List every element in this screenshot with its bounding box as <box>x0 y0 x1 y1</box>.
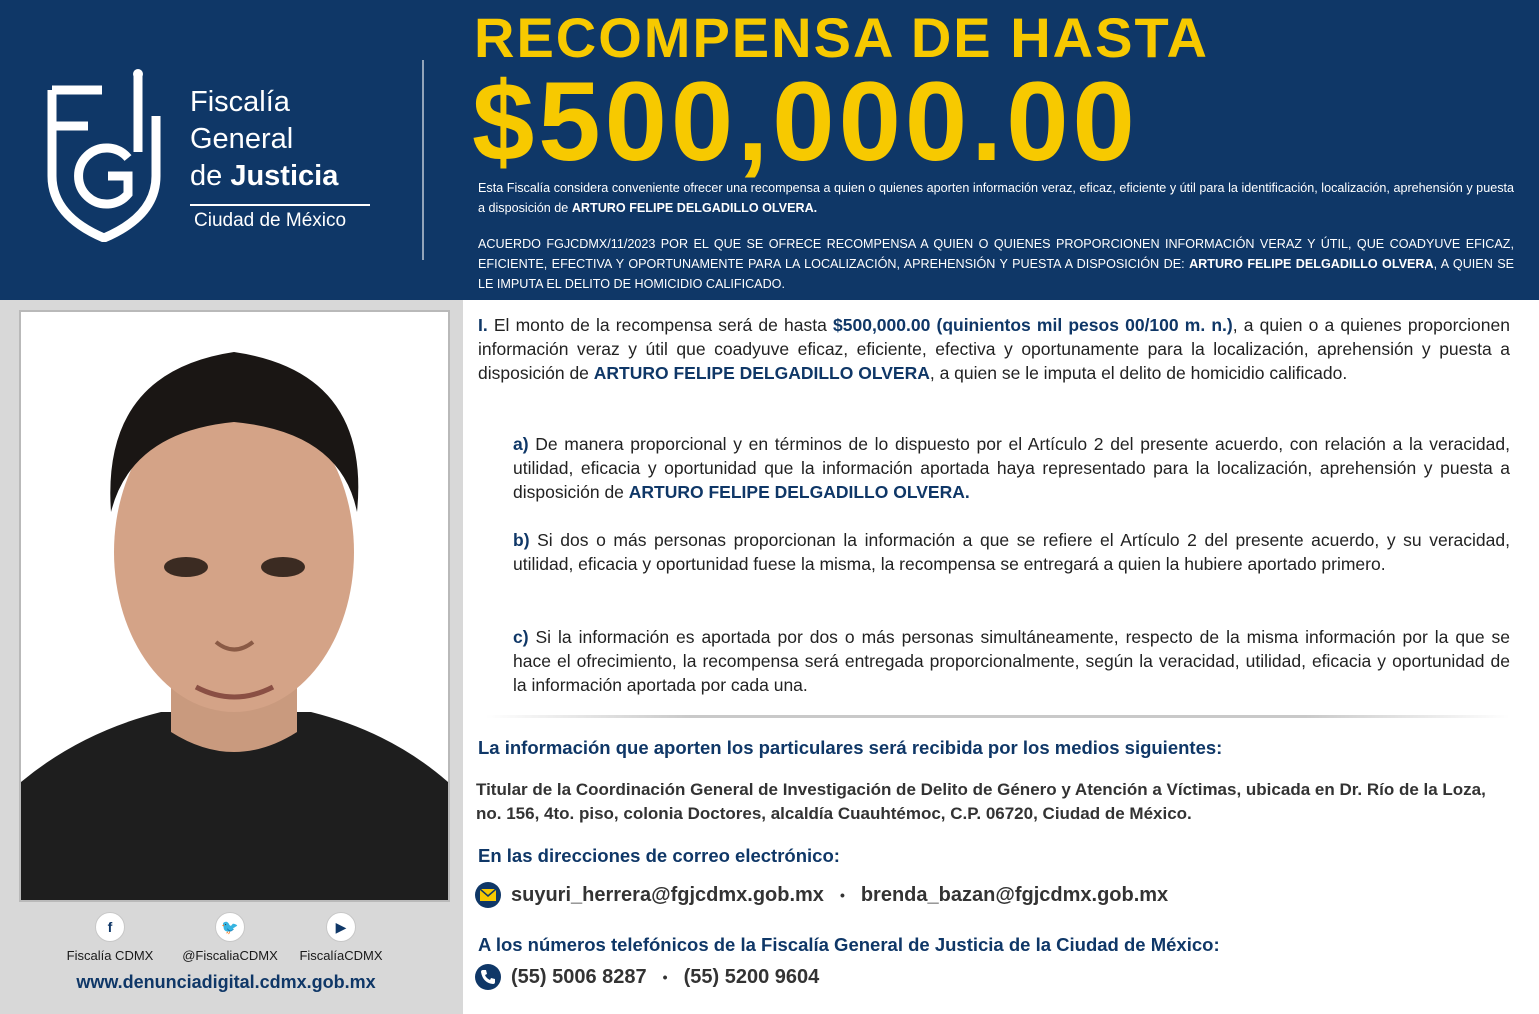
email-link-1[interactable]: suyuri_herrera@fgjcdmx.gob.mx <box>511 883 824 906</box>
paragraph-i-text-b: , a quien o a quienes proporcionen información veraz y útil que coadyuve eficaz, eficiente, efectiva y oportunamente para la localización, aprehensión y puesta a disposición de <box>478 315 1510 383</box>
phone-row <box>475 964 819 990</box>
email-row <box>475 882 1168 908</box>
social-label: FiscalíaCDMX <box>299 948 383 963</box>
header-banner <box>0 0 1539 300</box>
reward-title: RECOMPENSA DE HASTA <box>474 6 1209 69</box>
acuerdo-name: ARTURO FELIPE DELGADILLO OLVERA <box>1189 257 1434 271</box>
paragraph-a <box>513 432 1510 504</box>
paragraph-b-text: Si dos o más personas proporcionan la información a que se refiere el Artículo 2 del presente acuerdo, y su veracidad, utilidad, eficacia y oportunidad fuese la misma, la recompensa se entregará a quien la hubiere aportado primero. <box>513 530 1510 574</box>
email-link-2[interactable]: brenda_bazan@fgjcdmx.gob.mx <box>860 883 1169 906</box>
social-youtube[interactable] <box>276 912 406 963</box>
social-facebook[interactable] <box>45 912 175 963</box>
envelope-icon <box>475 882 501 908</box>
suspect-photo <box>19 310 450 902</box>
phone-icon <box>475 964 501 990</box>
paragraph-a-name: ARTURO FELIPE DELGADILLO OLVERA. <box>628 482 970 502</box>
fgj-logo-icon <box>46 66 162 242</box>
paragraph-i <box>478 313 1510 385</box>
person-silhouette-icon <box>21 312 448 900</box>
reward-amount: $500,000.00 <box>472 59 1139 184</box>
phone-heading: A los números telefónicos de la Fiscalía General de Justicia de la Ciudad de México: <box>478 934 1220 955</box>
paragraph-a-text: De manera proporcional y en términos de lo dispuesto por el Artículo 2 del presente acuerdo, con relación a la veracidad, utilidad, eficacia y oportunidad que la información aportada haya representado para la localización, aprehensión y puesta a disposición de <box>513 434 1510 502</box>
org-line-3-prefix: de <box>190 160 231 192</box>
paragraph-b <box>513 528 1510 576</box>
intro-name: ARTURO FELIPE DELGADILLO OLVERA. <box>571 201 818 215</box>
paragraph-c <box>513 625 1510 697</box>
org-city: Ciudad de México <box>194 210 347 231</box>
section-separator <box>486 715 1510 718</box>
info-heading: La información que aporten los particulares será recibida por los medios siguientes: <box>478 737 1223 758</box>
acuerdo-text: ACUERDO FGJCDMX/11/2023 POR EL QUE SE OFRECE RECOMPENSA A QUIEN O QUIENES PROPORCIONEN INFORMACIÓN VERAZ Y ÚTIL, QUE COADYUVE EFICAZ, EFICIENTE, EFECTIVA Y OPORTUNAMENTE PARA LA LOCALIZACIÓN, APREHENSIÓN Y PUESTA A DISPOSICIÓN DE: <box>478 237 1514 271</box>
paragraph-a-label: a) <box>513 434 529 454</box>
social-label: @FiscaliaCDMX <box>182 948 278 963</box>
paragraph-i-label: I. <box>478 315 488 335</box>
paragraph-b-label: b) <box>513 530 530 550</box>
email-heading: En las direcciones de correo electrónico: <box>478 845 840 866</box>
youtube-icon[interactable]: ▶ <box>326 912 356 942</box>
phone-number-1[interactable]: (55) 5006 8287 <box>511 965 647 988</box>
org-line-1: Fiscalía <box>190 86 290 118</box>
paragraph-i-name: ARTURO FELIPE DELGADILLO OLVERA <box>593 363 930 383</box>
header-vertical-divider <box>422 60 424 260</box>
social-label: Fiscalía CDMX <box>66 948 154 963</box>
site-url-link[interactable]: www.denunciadigital.cdmx.gob.mx <box>76 972 376 992</box>
phone-separator: • <box>662 969 668 985</box>
paragraph-c-label: c) <box>513 627 529 647</box>
acuerdo-paragraph <box>478 234 1514 294</box>
paragraph-c-text: Si la información es aportada por dos o más personas simultáneamente, respecto de la misma información por la que se hace el ofrecimiento, la recompensa será entregada proporcionalmente, según la veracidad, utilidad, eficacia y oportunidad de la información aportada por cada una. <box>513 627 1510 695</box>
office-address: Titular de la Coordinación General de Investigación de Delito de Género y Atención a Víctimas, ubicada en Dr. Río de la Loza, no. 156, 4to. piso, colonia Doctores, alcaldía Cuauhtémoc, C.P. 06720, Ciudad de México. <box>476 780 1486 823</box>
paragraph-i-text-a: El monto de la recompensa será de hasta <box>487 315 834 335</box>
twitter-icon[interactable]: 🐦 <box>215 912 245 942</box>
intro-text: Esta Fiscalía considera conveniente ofrecer una recompensa a quien o quienes aporten información veraz, eficaz, eficiente y útil para la identificación, localización, aprehensión y puesta a disposición de <box>478 181 1514 215</box>
acuerdo-tail: , A QUIEN SE LE IMPUTA EL DELITO DE HOMICIDIO CALIFICADO. <box>478 257 1514 291</box>
intro-paragraph <box>478 178 1514 218</box>
org-divider <box>190 204 370 206</box>
email-separator: • <box>839 887 845 903</box>
org-line-3 <box>190 158 338 195</box>
org-line-2: General <box>190 123 294 155</box>
org-line-3-bold: Justicia <box>230 160 339 192</box>
paragraph-i-amount: $500,000.00 (quinientos mil pesos 00/100 m. n.) <box>833 315 1233 335</box>
org-name <box>190 84 338 195</box>
facebook-icon[interactable]: f <box>95 912 125 942</box>
phone-number-2[interactable]: (55) 5200 9604 <box>683 965 820 988</box>
paragraph-i-text-c: , a quien se le imputa el delito de homicidio calificado. <box>929 363 1348 383</box>
